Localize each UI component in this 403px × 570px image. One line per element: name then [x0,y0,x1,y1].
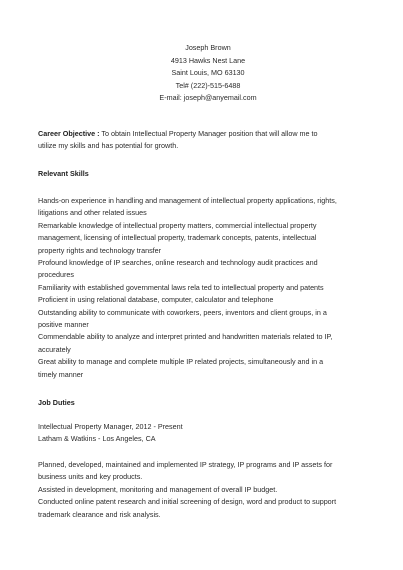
skill-line: Proficient in using relational database, computer, calculator and telephone [38,295,274,305]
duties-heading: Job Duties [38,398,75,407]
contact-email: E-mail: joseph@anyemail.com [159,93,257,103]
contact-address-line1: 4913 Hawks Nest Lane [170,55,246,65]
skill-line: Outstanding ability to communicate with coworkers, peers, inventors and client groups, in a [38,307,327,317]
skill-line: Commendable ability to analyze and interpret printed and handwritten materials related to IP, [38,332,333,342]
skill-line: Great ability to manage and complete multiple IP related projects, simultaneously and in a [38,357,324,367]
skill-line: Remarkable knowledge of intellectual property matters, commercial intellectual property [38,220,317,230]
contact-phone: Tel# (222)-515-6488 [175,80,241,90]
contact-address-line2: Saint Louis, MO 63130 [171,68,245,78]
skill-line: timely manner [38,369,84,379]
objective-text-cont: utilize my skills and has potential for growth. [38,141,179,151]
contact-name: Joseph Brown [185,43,231,52]
skills-heading: Relevant Skills [38,169,89,178]
skill-line: Familiarity with established governmental laws rela ted to intellectual property and patents [38,282,324,292]
job-company: Latham & Watkins - Los Angeles, CA [38,434,156,444]
skill-line: property rights and technology transfer [38,245,162,255]
skill-line: positive manner [38,320,89,330]
skill-line: Profound knowledge of IP searches, online research and technology audit practices and [38,258,318,268]
skill-line: accurately [38,344,71,354]
skill-line: management, licensing of intellectual property, trademark concepts, patents, intellectual [38,233,317,243]
duty-line: Conducted online patent research and initial screening of design, word and product to support [38,497,337,507]
skill-line: Hands-on experience in handling and management of intellectual property applications, rights, [38,196,337,205]
job-title: Intellectual Property Manager, 2012 - Present [38,422,183,431]
duty-line: Planned, developed, maintained and implemented IP strategy, IP programs and IP assets for [38,460,333,469]
skills-list [38,195,378,381]
job-entry [38,421,378,446]
skill-line: procedures [38,270,74,280]
career-objective [38,128,378,153]
duty-line: trademark clearance and risk analysis. [38,509,161,519]
objective-label: Career Objective : [38,129,100,138]
skill-line: litigations and other related issues [38,208,147,218]
contact-block [148,42,268,105]
duty-line: Assisted in development, monitoring and management of overall IP budget. [38,484,278,494]
objective-text: To obtain Intellectual Property Manager position that will allow me to [99,129,318,138]
duty-line: business units and key products. [38,472,143,482]
duties-list [38,459,378,521]
